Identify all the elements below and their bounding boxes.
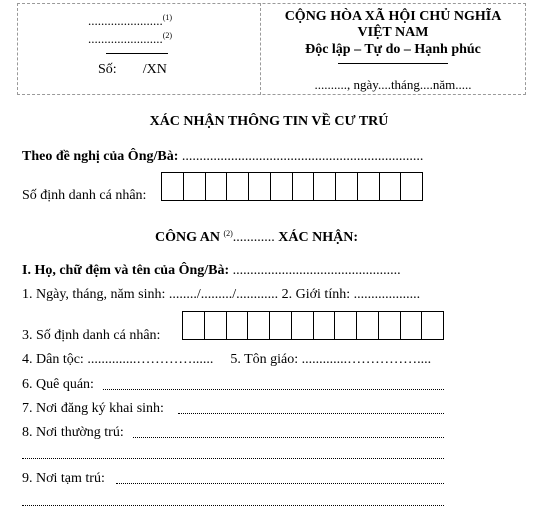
agency-underline: [106, 53, 168, 54]
religion-dots: .............……………....: [301, 352, 432, 367]
id-digit-cell[interactable]: [401, 312, 423, 339]
id-digit-cell[interactable]: [422, 312, 443, 339]
birthreg-label: 7. Nơi đăng ký khai sinh:: [22, 401, 164, 416]
agency-line-1-sup: (1): [162, 13, 173, 22]
id-label-top: Số định danh cá nhân:: [22, 188, 147, 203]
id-digit-cell[interactable]: [248, 312, 270, 339]
id-digit-cell[interactable]: [314, 173, 336, 200]
gender-dots: ...................: [353, 287, 421, 302]
permanent-dots[interactable]: [133, 437, 444, 438]
confirm-prefix: CÔNG AN: [155, 230, 220, 245]
ethnic-label: 4. Dân tộc:: [22, 352, 84, 367]
id-digit-cell[interactable]: [227, 312, 249, 339]
id-grid-field-3[interactable]: [182, 311, 444, 340]
agency-line-2-sup: (2): [162, 31, 173, 40]
section-1-label: I. Họ, chữ đệm và tên của Ông/Bà:: [22, 263, 230, 278]
ethnic-dots: ..............…………......: [87, 352, 214, 367]
hometown-dots[interactable]: [103, 389, 444, 390]
id-digit-cell[interactable]: [206, 173, 228, 200]
confirm-suffix: XÁC NHẬN:: [278, 230, 358, 245]
temporary-dots[interactable]: [116, 483, 444, 484]
id-digit-cell[interactable]: [271, 173, 293, 200]
country-name-line-2: VIỆT NAM: [357, 25, 429, 40]
dob-label: 1. Ngày, tháng, năm sinh:: [22, 287, 166, 302]
id-digit-cell[interactable]: [314, 312, 336, 339]
date-line: .........., ngày....tháng....năm.....: [314, 77, 472, 92]
religion-label: 5. Tôn giáo:: [230, 352, 299, 367]
temporary-label: 9. Nơi tạm trú:: [22, 471, 105, 486]
birthreg-dots[interactable]: [178, 413, 444, 414]
id-grid-top[interactable]: [161, 172, 423, 201]
request-line: [22, 150, 423, 164]
national-motto: Độc lập – Tự do – Hạnh phúc: [305, 42, 481, 57]
confirm-dots: ............: [232, 230, 275, 245]
request-label: Theo đề nghị của Ông/Bà:: [22, 149, 179, 164]
agency-line-2-dots: .......................: [88, 31, 163, 46]
id-digit-cell[interactable]: [357, 312, 379, 339]
confirm-sup: (2): [223, 229, 233, 238]
id-digit-cell[interactable]: [184, 173, 206, 200]
id-digit-cell[interactable]: [249, 173, 271, 200]
id-digit-cell[interactable]: [293, 173, 315, 200]
hometown-label: 6. Quê quán:: [22, 377, 94, 392]
gender-label: 2. Giới tính:: [281, 287, 351, 302]
id-digit-cell[interactable]: [401, 173, 422, 200]
document-number: [98, 63, 167, 77]
so-label: Số:: [98, 62, 117, 77]
id-digit-cell[interactable]: [380, 173, 402, 200]
id-digit-cell[interactable]: [162, 173, 184, 200]
id-digit-cell[interactable]: [270, 312, 292, 339]
ethnic-religion-line: [22, 353, 431, 367]
id-digit-cell[interactable]: [336, 173, 358, 200]
id-digit-cell[interactable]: [292, 312, 314, 339]
agency-line-1: [88, 14, 172, 27]
id-digit-cell[interactable]: [335, 312, 357, 339]
permanent-dots-2[interactable]: [22, 458, 444, 459]
document-title: XÁC NHẬN THÔNG TIN VỀ CƯ TRÚ: [149, 114, 389, 129]
section-1-line: [22, 264, 401, 278]
dob-value: ......../........./............: [168, 287, 279, 302]
agency-line-1-dots: .......................: [88, 13, 163, 28]
confirm-line: [155, 231, 358, 245]
motto-underline: [338, 63, 448, 64]
country-name-line-1: CỘNG HÒA XÃ HỘI CHỦ NGHĨA: [284, 9, 502, 24]
agency-line-2: [88, 32, 172, 45]
request-dots: .....................................................................: [181, 149, 424, 164]
dob-line: [22, 288, 420, 302]
id-digit-cell[interactable]: [183, 312, 205, 339]
id-digit-cell[interactable]: [205, 312, 227, 339]
id-label-field-3: 3. Số định danh cá nhân:: [22, 328, 161, 343]
header-divider: [260, 3, 261, 95]
id-digit-cell[interactable]: [358, 173, 380, 200]
id-digit-cell[interactable]: [227, 173, 249, 200]
so-suffix: /XN: [142, 62, 167, 77]
permanent-label: 8. Nơi thường trú:: [22, 425, 124, 440]
id-digit-cell[interactable]: [379, 312, 401, 339]
temporary-dots-2[interactable]: [22, 505, 444, 506]
section-1-dots: ................................................: [232, 263, 401, 278]
